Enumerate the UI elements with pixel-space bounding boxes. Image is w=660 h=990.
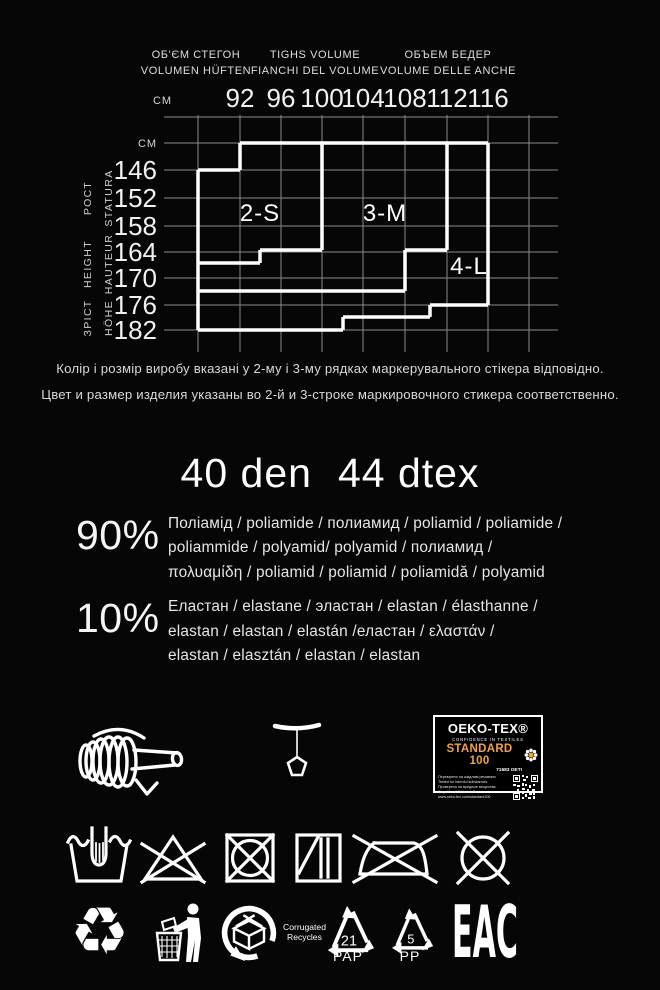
axis-hauteur: HAUTEUR bbox=[103, 233, 115, 295]
oeko-tex-label bbox=[433, 715, 543, 799]
oeko-standard-row bbox=[438, 743, 538, 767]
hanging-tights-icon bbox=[272, 717, 322, 781]
do-not-tumble-dry-icon bbox=[221, 830, 279, 886]
do-not-dry-clean-shape bbox=[458, 833, 508, 883]
height-146: 146 bbox=[113, 155, 157, 185]
hand-wash-shape bbox=[68, 828, 130, 881]
pp-label: PP bbox=[399, 948, 421, 964]
grid-horizontal-lines bbox=[164, 117, 558, 330]
composition-elastane bbox=[76, 595, 584, 668]
size-2s: 2-S bbox=[239, 200, 281, 227]
hip-92: 92 bbox=[225, 83, 255, 113]
polyamide-lines bbox=[168, 512, 584, 585]
height-182: 182 bbox=[113, 315, 157, 345]
note-ua: Колір і розмір виробу вказані у 2-му і 3-му рядках маркерувального стікера відповідно. bbox=[56, 361, 604, 376]
oeko-cert-number: 71683 OETI bbox=[496, 767, 522, 773]
corrugated-word: Corrugated bbox=[283, 922, 326, 932]
size-3m: 3-M bbox=[362, 200, 408, 227]
hip-volume-headers bbox=[141, 49, 516, 77]
oeko-info-lines bbox=[438, 775, 497, 800]
dtex-value: 44 dtex bbox=[337, 450, 480, 496]
den-value: 40 den bbox=[180, 450, 312, 496]
oeko-flower-icon bbox=[524, 748, 538, 762]
hip-116: 116 bbox=[467, 83, 509, 113]
oeko-tex-tagline: CONFIDENCE IN TEXTILES bbox=[452, 736, 524, 742]
hip-108: 108 bbox=[383, 83, 427, 113]
oeko-info-ru: Проверено на вредные вещества. bbox=[438, 784, 497, 789]
qr-modules bbox=[513, 775, 538, 800]
universal-recycling-icon: ♻ bbox=[70, 894, 130, 968]
rolled-tights-shape bbox=[80, 729, 182, 794]
elastane-lines bbox=[168, 595, 584, 668]
axis-rost: РОСТ bbox=[82, 180, 94, 216]
elastane-line-2: elastan / elastan / elastán /еластан / ελαστάν / bbox=[168, 622, 495, 640]
do-not-bleach-icon bbox=[138, 832, 208, 884]
pap-label: PAP bbox=[333, 948, 363, 964]
oeko-qr-code bbox=[513, 775, 538, 800]
do-not-iron-icon bbox=[352, 828, 438, 886]
polyamide-line-3: πολυαμίδη / poliamid / poliamid / poliamidă / polyamid bbox=[168, 563, 545, 581]
header-en: TIGHS VOLUME bbox=[269, 49, 361, 61]
do-not-iron-shape bbox=[354, 836, 436, 882]
size-4l: 4-L bbox=[450, 253, 488, 280]
do-not-bleach-shape bbox=[142, 837, 204, 882]
hip-96: 96 bbox=[266, 83, 296, 113]
density-heading bbox=[0, 450, 660, 497]
polyamide-line-1: Поліамід / poliamide / полиамид / poliamid / poliamide / bbox=[168, 515, 563, 532]
drip-dry-in-shade-shape bbox=[297, 835, 340, 881]
do-not-dry-clean-icon bbox=[452, 828, 514, 888]
axis-zrist: ЗРІСТ bbox=[82, 299, 94, 337]
oeko-info-de: Geprüft auf Schadstoffe. bbox=[438, 789, 478, 794]
do-not-tumble-dry-shape bbox=[227, 835, 273, 881]
sticker-notes bbox=[0, 361, 660, 413]
oeko-info-ua: Перевірено на шкідливі речовини. bbox=[438, 774, 497, 779]
unit-cm-row: СМ bbox=[138, 138, 157, 150]
size-region-outlines bbox=[198, 143, 488, 330]
size-chart bbox=[0, 0, 660, 360]
hip-104: 104 bbox=[341, 83, 385, 113]
elastane-percent: 10% bbox=[76, 595, 160, 642]
hip-100: 100 bbox=[300, 83, 344, 113]
composition bbox=[76, 512, 584, 678]
oeko-tex-brand: OEKO-TEX® bbox=[447, 721, 529, 736]
tidy-man-shape bbox=[157, 904, 201, 963]
hip-values bbox=[226, 83, 509, 113]
header-it: FIANCHI DEL VOLUME bbox=[250, 65, 380, 77]
header-ua: ОБ'ЄМ СТЕГОН bbox=[151, 49, 241, 61]
header-ru: ОБЪЕМ БЕДЕР bbox=[404, 49, 492, 61]
oeko-standard-100: STANDARD 100 bbox=[446, 742, 513, 767]
oeko-bottom-row bbox=[438, 775, 538, 800]
hanging-tights-shape bbox=[275, 725, 319, 775]
corrugated-recycles-shape bbox=[218, 902, 280, 964]
tidy-man-icon bbox=[151, 902, 201, 964]
flower-center bbox=[528, 752, 533, 757]
elastane-line-1: Еластан / elastane / эластан / elastan / élasthanne / bbox=[168, 598, 538, 616]
eac-mark bbox=[450, 890, 520, 974]
size-labels bbox=[240, 200, 488, 280]
height-158: 158 bbox=[113, 211, 157, 241]
height-values bbox=[114, 155, 157, 345]
oeko-url: www.oeko-tex.com/standard100 bbox=[438, 794, 491, 799]
pap-code: 21 bbox=[340, 933, 357, 950]
height-152: 152 bbox=[113, 183, 157, 213]
oeko-info-en: Tested for harmful substances. bbox=[438, 779, 489, 784]
header-it2: VOLUME DELLE ANCHE bbox=[379, 65, 517, 77]
elastane-line-3: elastan / elasztán / elastan / elastan bbox=[168, 647, 421, 665]
drip-dry-in-shade-icon bbox=[294, 830, 342, 886]
axis-hoehe: HÖHE bbox=[103, 300, 115, 336]
hip-112: 112 bbox=[426, 83, 468, 113]
height-axis-labels bbox=[82, 169, 115, 336]
polyamide-line-2: poliammide / polyamid/ polyamid / полиамид / bbox=[168, 539, 493, 557]
axis-statura: STATURA bbox=[103, 169, 115, 227]
header-de: VOLUMEN HÜFTEN bbox=[140, 65, 252, 77]
axis-height: HEIGHT bbox=[82, 239, 94, 289]
corrugated-recycles-icon bbox=[219, 902, 279, 964]
height-176: 176 bbox=[113, 290, 157, 320]
unit-cm-top: СМ bbox=[153, 95, 172, 107]
recycles-word: Recycles bbox=[287, 931, 322, 942]
polyamide-percent: 90% bbox=[76, 512, 160, 558]
pp-code: 5 bbox=[407, 931, 415, 947]
rolled-tights-icon bbox=[74, 720, 188, 796]
height-170: 170 bbox=[113, 263, 157, 293]
corrugated-recycles-text bbox=[283, 923, 326, 942]
composition-polyamide bbox=[76, 512, 584, 585]
note-ru: Цвет и размер изделия указаны во 2-й и 3-строке маркировочного стикера соответственно. bbox=[41, 387, 619, 402]
hand-wash-icon bbox=[66, 826, 132, 884]
eac-text: EAC bbox=[452, 890, 518, 974]
height-164: 164 bbox=[113, 237, 157, 267]
